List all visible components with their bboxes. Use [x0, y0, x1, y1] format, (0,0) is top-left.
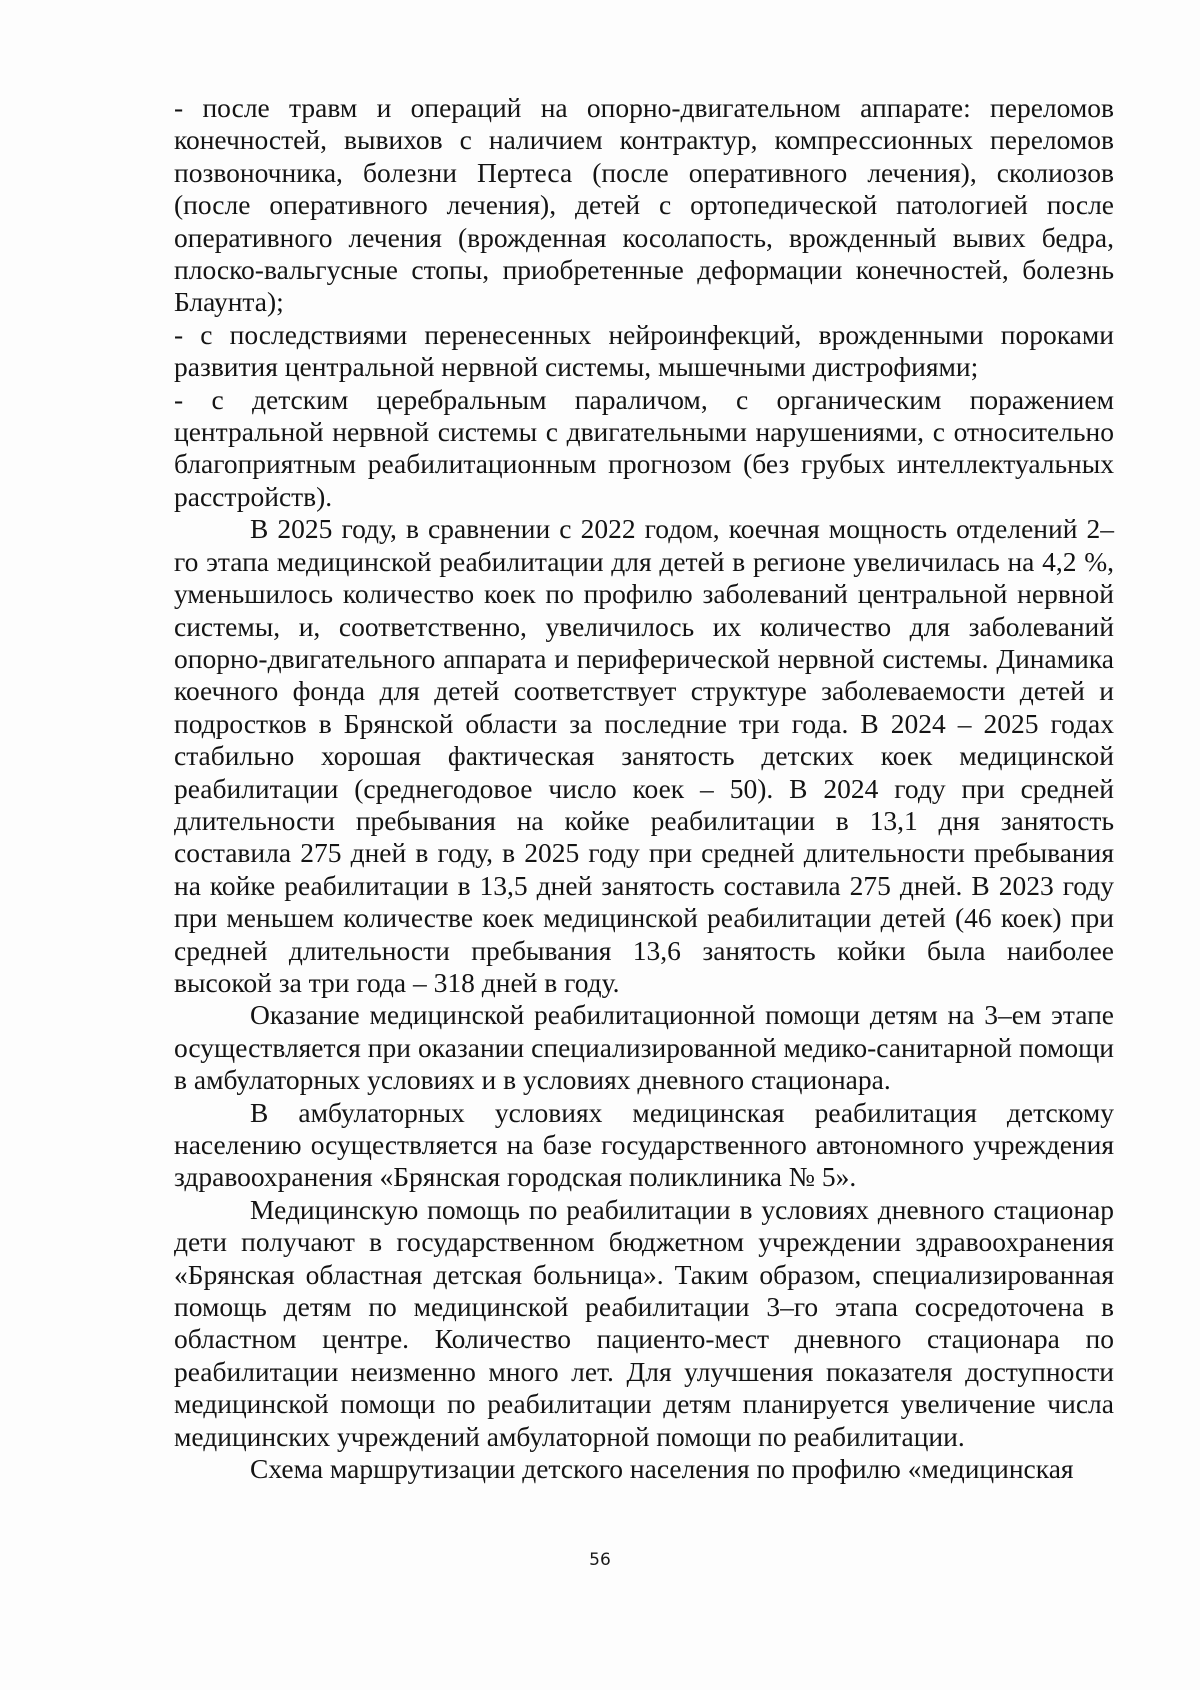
paragraph-neuroinfection-list: - с последствиями перенесенных нейроинфекций, врожденными пороками развития центральной нервной системы, мышечными дистрофиями; [174, 318, 1114, 383]
paragraph-cerebral-palsy-list: - с детским церебральным параличом, с органическим поражением центральной нервной системы с двигательными нарушениями, с относительно благоприятным реабилитационным прогнозом (без грубых интеллектуальных расстройств). [174, 383, 1114, 512]
paragraph-stage-three: Оказание медицинской реабилитационной помощи детям на 3–ем этапе осуществляется при оказании специализированной медико-санитарной помощи в амбулаторных условиях и в условиях дневного стационара. [174, 999, 1114, 1096]
paragraph-routing-scheme: Схема маршрутизации детского населения по профилю «медицинская [250, 1453, 1074, 1485]
paragraph-outpatient: В амбулаторных условиях медицинская реабилитация детскому населению осуществляется на базе государственного автономного учреждения здравоохранения «Брянская городская поликлиника № 5». [174, 1096, 1114, 1193]
page-number: 56 [589, 1550, 611, 1570]
paragraph-orthopedic-list: - после травм и операций на опорно-двигательном аппарате: переломов конечностей, вывихов с наличием контрактур, компрессионных переломов позвоночника, болезни Пертеса (после оперативного лечения), сколиозов (после оперативного лечения), детей с ортопедической патологией после оперативного лечения (врожденная косолапость, врожденный вывих бедра, плоско-вальгусные стопы, приобретенные деформации конечностей, болезнь Блаунта); [174, 92, 1114, 318]
document-body [174, 92, 1114, 1485]
paragraph-bed-capacity: В 2025 году, в сравнении с 2022 годом, коечная мощность отделений 2–го этапа медицинской реабилитации для детей в регионе увеличилась на 4,2 %, уменьшилось количество коек по профилю заболеваний центральной нервной системы, и, соответственно, увеличилось их количество для заболеваний опорно-двигательного аппарата и периферической нервной системы. Динамика коечного фонда для детей соответствует структуре заболеваемости детей и подростков в Брянской области за последние три года. В 2024 – 2025 годах стабильно хорошая фактическая занятость детских коек медицинской реабилитации (среднегодовое число коек – 50). В 2024 году при средней длительности пребывания на койке реабилитации в 13,1 дня занятость составила 275 дней в году, в 2025 году при средней длительности пребывания на койке реабилитации в 13,5 дней занятость составила 275 дней. В 2023 году при меньшем количестве коек медицинской реабилитации детей (46 коек) при средней длительности пребывания 13,6 занятость койки была наиболее высокой за три года – 318 дней в году. [174, 513, 1114, 998]
paragraph-day-hospital: Медицинскую помощь по реабилитации в условиях дневного стационар дети получают в государственном бюджетном учреждении здравоохранения «Брянская областная детская больница». Таким образом, специализированная помощь детям по медицинской реабилитации 3–го этапа сосредоточена в областном центре. Количество пациенто-мест дневного стационара по реабилитации неизменно много лет. Для улучшения показателя доступности медицинской помощи по реабилитации детям планируется увеличение числа медицинских учреждений амбулаторной помощи по реабилитации. [174, 1193, 1114, 1452]
